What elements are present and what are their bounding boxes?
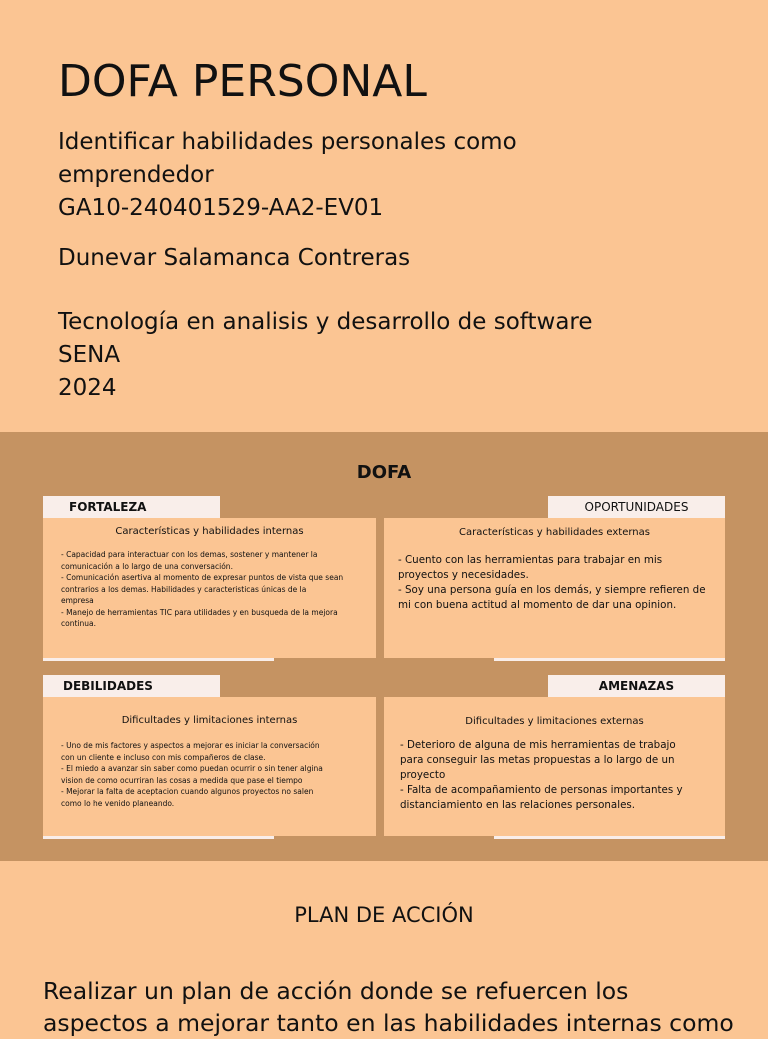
oportunidades-caption: Características y habilidades externas — [459, 527, 650, 538]
subtitle-line: Identificar habilidades personales como — [58, 129, 517, 155]
page-title: DOFA PERSONAL — [58, 56, 427, 107]
text-line: continua. — [61, 619, 96, 628]
amenazas-label: AMENAZAS — [548, 675, 725, 697]
fortaleza-text — [61, 549, 371, 630]
text-line: - Comunicación asertiva al momento de expresar puntos de vista que sean — [61, 573, 344, 582]
text-line: con un cliente e incluso con mis compañeros de clase. — [61, 752, 266, 762]
text-line: - Manejo de herramientas TIC para utilidades y en busqueda de la mejora — [61, 607, 338, 617]
text-line: como lo he venido planeando. — [61, 798, 175, 808]
oportunidades-text — [398, 553, 723, 613]
year: 2024 — [58, 375, 117, 401]
subtitle-line: emprendedor — [58, 162, 214, 188]
amenazas-text — [400, 738, 725, 813]
text-line: proyectos y necesidades. — [398, 569, 529, 581]
text-line: proyecto — [400, 769, 446, 781]
debilidades-label: DEBILIDADES — [43, 675, 220, 697]
author-name: Dunevar Salamanca Contreras — [58, 245, 411, 271]
amenazas-caption: Dificultades y limitaciones externas — [465, 716, 644, 727]
oportunidades-card — [384, 518, 725, 658]
debilidades-text — [61, 740, 371, 809]
plan-text — [43, 975, 743, 1039]
debilidades-card — [43, 697, 376, 836]
fortaleza-caption: Características y habilidades internas — [115, 526, 304, 537]
text-line: distanciamiento en las relaciones personales. — [400, 799, 636, 811]
divider — [43, 658, 274, 661]
oportunidades-label: OPORTUNIDADES — [548, 496, 725, 518]
text-line: - El miedo a avanzar sin saber como puedan ocurrir o sin tener algina — [61, 764, 323, 773]
text-line: - Cuento con las herramientas para trabajar en mis — [398, 554, 663, 566]
text-line: - Soy una persona guía en los demás, y siempre refieren de — [398, 584, 706, 596]
subtitle-block — [58, 126, 618, 225]
text-line: - Capacidad para interactuar con los demas, sostener y mantener la — [61, 550, 318, 559]
text-line: - Falta de acompañamiento de personas importantes y — [400, 784, 683, 796]
fortaleza-card — [43, 518, 376, 658]
fortaleza-label: FORTALEZA — [43, 496, 220, 518]
institution-name: SENA — [58, 342, 121, 368]
plan-line: aspectos a mejorar tanto en las habilidades internas como — [43, 1009, 734, 1037]
activity-code: GA10-240401529-AA2-EV01 — [58, 195, 384, 221]
text-line: mi con buena actitud al momento de dar una opinion. — [398, 599, 677, 611]
divider — [494, 658, 725, 661]
plan-line: Realizar un plan de acción donde se refuercen los — [43, 977, 629, 1005]
text-line: empresa — [61, 596, 94, 605]
debilidades-caption: Dificultades y limitaciones internas — [121, 715, 298, 726]
text-line: vision de como ocurriran las cosas a medida que pase el tiempo — [61, 775, 303, 785]
text-line: - Deterioro de alguna de mis herramientas de trabajo — [400, 739, 676, 751]
amenazas-card — [384, 697, 725, 836]
text-line: - Mejorar la falta de aceptacion cuando algunos proyectos no salen — [61, 787, 314, 796]
text-line: comunicación a lo largo de una conversación. — [61, 561, 233, 571]
plan-title: PLAN DE ACCIÓN — [294, 903, 474, 927]
text-line: para conseguir las metas propuestas a lo largo de un — [400, 754, 675, 766]
program-block — [58, 306, 593, 405]
dofa-title: DOFA — [356, 462, 412, 483]
divider — [43, 836, 274, 839]
text-line: - Uno de mis factores y aspectos a mejorar es iniciar la conversación — [61, 741, 320, 750]
divider — [494, 836, 725, 839]
program-name: Tecnología en analisis y desarrollo de software — [58, 309, 593, 335]
text-line: contrarios a los demas. Habilidades y caracteristicas únicas de la — [61, 584, 307, 594]
